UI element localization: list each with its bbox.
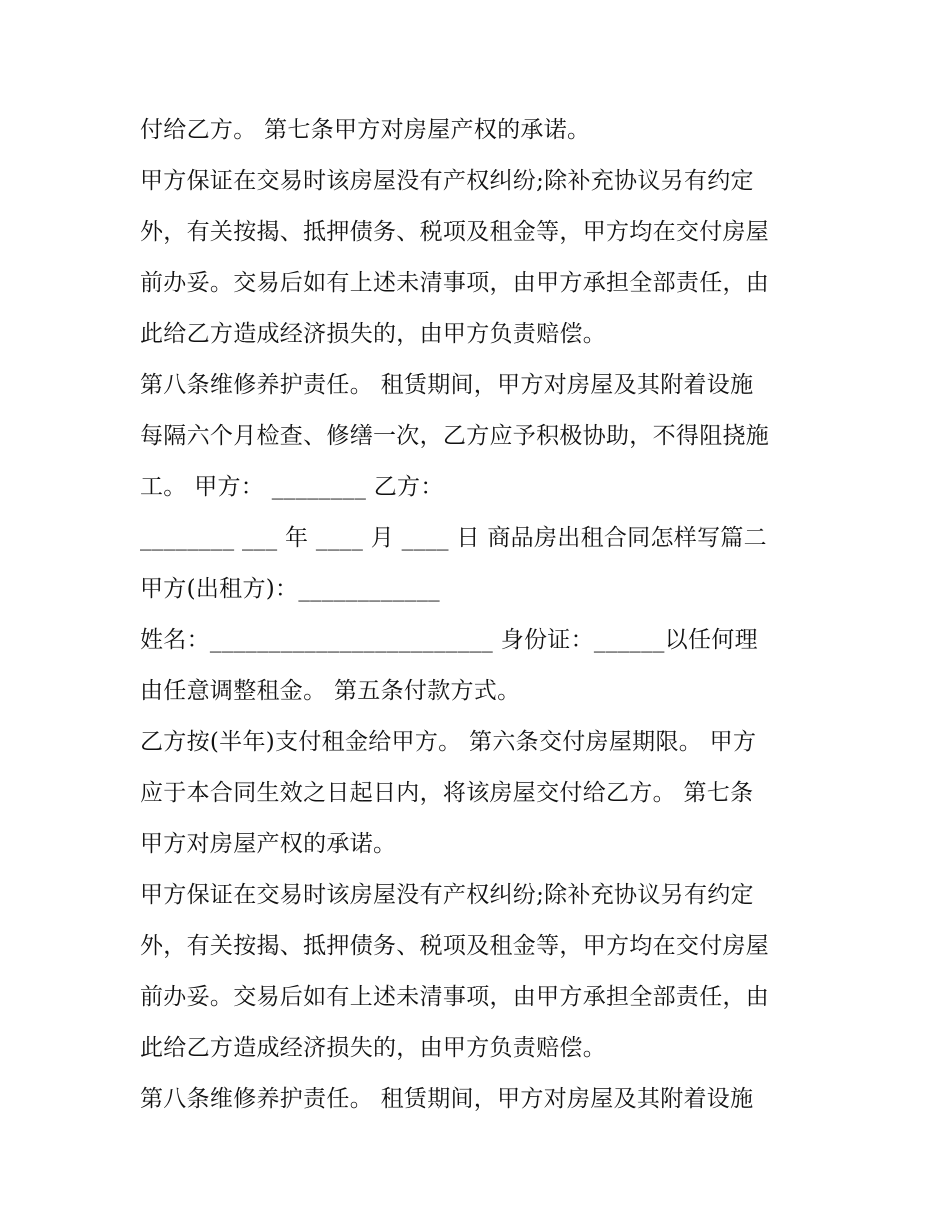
name-id-line: 姓名：________________________ 身份证：______以任何理 [140,627,758,653]
date-line: ________ ___ 年 ____ 月 ____ 日 商品房出租合同怎样写篇二 [140,525,767,551]
text-line: 前办妥。交易后如有上述未清事项，由甲方承担全部责任，由 [140,270,770,296]
text-line: 甲方对房屋产权的承诺。 [140,831,397,857]
text-line: 付给乙方。 第七条甲方对房屋产权的承诺。 [140,117,591,143]
document-body [140,105,830,1125]
text-line: 第八条维修养护责任。 租赁期间，甲方对房屋及其附着设施 [140,372,754,398]
text-line: 甲方保证在交易时该房屋没有产权纠纷;除补充协议另有约定 [140,882,754,908]
text-line: 乙方按(半年)支付租金给甲方。 第六条交付房屋期限。 甲方 [140,729,757,755]
text-line: 每隔六个月检查、修缮一次，乙方应予积极协助，不得阻挠施 [140,423,770,449]
signature-line: 工。 甲方： ________ 乙方： [140,474,444,500]
party-a-line: 甲方(出租方)：____________ [140,576,440,602]
text-line: 应于本合同生效之日起日内，将该房屋交付给乙方。 第七条 [140,780,754,806]
text-line: 第八条维修养护责任。 租赁期间，甲方对房屋及其附着设施 [140,1086,754,1112]
text-line: 外，有关按揭、抵押债务、税项及租金等，甲方均在交付房屋 [140,933,770,959]
text-line: 外，有关按揭、抵押债务、税项及租金等，甲方均在交付房屋 [140,219,770,245]
text-line: 此给乙方造成经济损失的，由甲方负责赔偿。 [140,321,606,347]
text-line: 由任意调整租金。 第五条付款方式。 [140,678,521,704]
text-line: 甲方保证在交易时该房屋没有产权纠纷;除补充协议另有约定 [140,168,754,194]
text-line: 此给乙方造成经济损失的，由甲方负责赔偿。 [140,1035,606,1061]
text-line: 前办妥。交易后如有上述未清事项，由甲方承担全部责任，由 [140,984,770,1010]
